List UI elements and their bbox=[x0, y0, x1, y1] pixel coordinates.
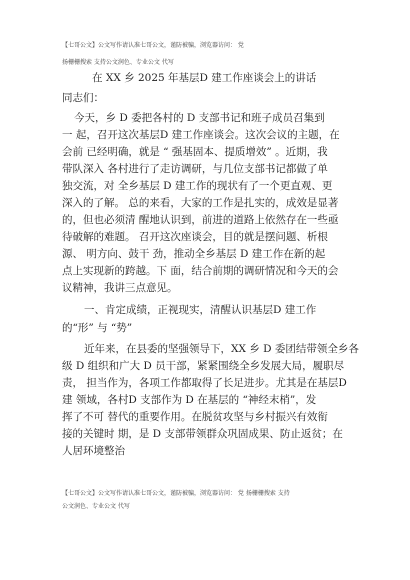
body-line: 的，但也必须清 醒地认识到，前进的道路上依然存在一些亟 bbox=[62, 214, 339, 226]
body-line: 今天，乡 D 委把各村的 D 支部书记和班子成员召集到 bbox=[74, 112, 325, 124]
section-heading: 一、肯定成绩，正视现实，清醒认识基层D 建工作 bbox=[84, 304, 317, 316]
body-line: 独交流，对 全乡基层 D 建工作的现状有了一个更直观、更 bbox=[62, 180, 333, 192]
body-line: 待破解的难题。 召开这次座谈会，目的就是摆问题、析根 bbox=[62, 231, 328, 243]
header-watermark-line-1: 【七哥公文】公文写作请认准七哥公文，谨防被骗，浏览器访问： 党 bbox=[62, 42, 244, 49]
body-line: 接的关键时 期，是 D 支部带领群众巩固成果、防止返贫；在 bbox=[62, 428, 343, 440]
speech-title: 在 XX 乡 2025 年基层D 建工作座谈会上的讲话 bbox=[92, 72, 317, 84]
section-heading-continued: 的“形” 与 “势” bbox=[62, 322, 133, 334]
body-line: 人居环境整治 bbox=[62, 445, 125, 457]
body-line: 建 领域，各村D 支部作为 D 在基层的 “神经末梢”，发 bbox=[62, 394, 317, 406]
body-line: 挥了不可 替代的重要作用。在脱贫攻坚与乡村振兴有效衔 bbox=[62, 411, 328, 423]
footer-watermark-line-2: 公文润色、专业公文 代写 bbox=[62, 503, 130, 510]
body-line: 一 起，召开这次基层D 建工作座谈会。这次会议的主题，在 bbox=[62, 129, 340, 141]
body-line: 会前 已经明确，就是 “ 强基固本、提质增效” 。近期，我 bbox=[62, 146, 328, 158]
body-line: 级 D 组织和广大 D 员干部，紧紧围绕全乡发展大局，履职尽 bbox=[62, 360, 345, 372]
salutation: 同志们： bbox=[62, 92, 104, 104]
footer-watermark-line-1: 【七哥公文】公文写作请认准七哥公文，谨防被骗，浏览器访问： 党 扬栅栅搜索 支持 bbox=[62, 490, 290, 497]
body-line: 带队深入 各村进行了走访调研，与几位支部书记都做了单 bbox=[62, 163, 328, 175]
body-line: 深入的了解。 总的来看，大家的工作是扎实的，成效是显著 bbox=[62, 197, 339, 209]
body-line: 点上实现新的跨越。下 面，结合前期的调研情况和今天的会 bbox=[62, 265, 339, 277]
body-line: 议精神，我讲三点意见。 bbox=[62, 282, 178, 294]
header-watermark-line-2: 扬栅栅搜索 支持公文润色、专业公文 代写 bbox=[62, 59, 174, 66]
body-line: 责， 担当作为，各项工作都取得了长足进步。尤其是在基层D bbox=[62, 377, 347, 389]
body-line: 近年来，在县委的坚强领导下，XX 乡 D 委团结带领全乡各 bbox=[84, 343, 359, 355]
body-line: 源、 明方向、鼓干 劲，推动全乡基层 D 建工作在新的起 bbox=[62, 248, 326, 260]
